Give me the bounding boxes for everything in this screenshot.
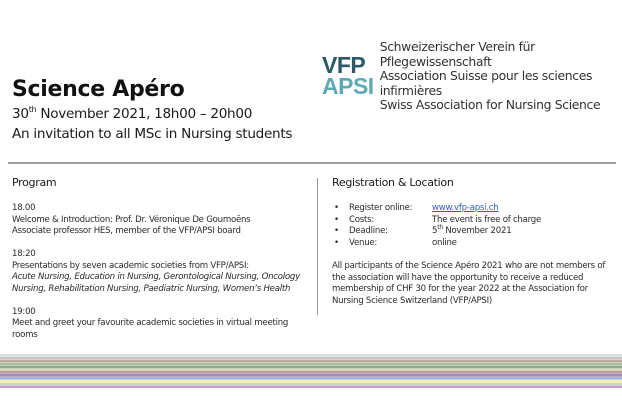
- vfp-apsi-logo: [322, 40, 622, 113]
- logo-line-english: Swiss Association for Nursing Science: [379, 97, 601, 112]
- program-item: [12, 249, 312, 295]
- bullet-icon: •: [334, 203, 339, 213]
- event-title: Science Apéro: [12, 77, 185, 102]
- program-time: 18:20: [12, 249, 36, 259]
- program-line: Associate professor HES, member of the VFP/APSI board: [12, 226, 241, 236]
- bullet-icon: •: [334, 237, 339, 248]
- date-suffix: th: [28, 105, 37, 114]
- event-header: [12, 76, 292, 144]
- decorative-stripe: [0, 386, 622, 388]
- program-heading: Program: [12, 176, 57, 189]
- program-section: [12, 203, 312, 353]
- membership-note-line: membership of CHF 30 for the year 2022 at the Association for: [332, 284, 588, 294]
- program-societies-line: Nursing, Rehabilitation Nursing, Paediatric Nursing, Women’s Health: [12, 283, 291, 294]
- bullet-icon: •: [334, 226, 339, 236]
- registration-list: [334, 203, 614, 249]
- program-item: [12, 307, 312, 342]
- membership-note-line: All participants of the Science Apéro 2021 who are not members of: [332, 261, 606, 271]
- registration-website-link[interactable]: www.vfp-apsi.ch: [432, 203, 499, 213]
- registration-value: [432, 226, 511, 238]
- program-item: [12, 203, 312, 238]
- registration-item-register: [334, 203, 614, 215]
- logo-organization-names: [380, 40, 622, 113]
- deadline-day: 5: [432, 226, 438, 236]
- deadline-suffix: th: [437, 224, 443, 231]
- membership-note-line: the association will have the opportunity to receive a reduced: [332, 272, 584, 283]
- decorative-stripe-band: [0, 354, 622, 388]
- registration-item-venue: [334, 238, 614, 250]
- event-invitation: An invitation to all MSc in Nursing students: [12, 126, 293, 142]
- horizontal-divider: [8, 162, 616, 164]
- registration-label: Venue:: [349, 237, 378, 248]
- logo-vfp: VFP: [322, 52, 366, 79]
- date-rest: November 2021, 18h00 – 20h00: [36, 106, 253, 122]
- logo-mark: [322, 52, 374, 100]
- program-time: 19:00: [12, 306, 36, 317]
- date-day: 30: [12, 106, 29, 122]
- logo-line-german: Schweizerischer Verein für Pflegewissenschaft: [379, 39, 535, 69]
- program-line: Welcome & Introduction: Prof. Dr. Véronique De Goumoëns: [12, 214, 251, 225]
- program-line: Meet and greet your favourite academic societies in virtual meeting rooms: [12, 318, 289, 340]
- registration-heading: Registration & Location: [332, 176, 454, 189]
- program-time: 18.00: [12, 203, 36, 213]
- registration-item-deadline: [334, 226, 614, 238]
- program-societies-line: Acute Nursing, Education in Nursing, Gerontological Nursing, Oncology: [12, 272, 300, 282]
- column-divider: [317, 178, 318, 315]
- registration-label: Register online:: [349, 203, 413, 213]
- registration-label: Costs:: [349, 214, 374, 225]
- logo-apsi: APSI: [322, 73, 374, 100]
- event-date-time: [12, 104, 292, 124]
- logo-line-french: Association Suisse pour les sciences infirmières: [379, 68, 593, 98]
- membership-note: [332, 261, 617, 307]
- membership-note-line: Nursing Science Switzerland (VFP/APSI): [332, 295, 492, 306]
- registration-value: online: [432, 237, 457, 248]
- registration-value: The event is free of charge: [432, 214, 542, 225]
- registration-item-costs: [334, 215, 614, 227]
- registration-label: Deadline:: [349, 226, 388, 236]
- bullet-icon: •: [334, 214, 339, 225]
- program-line: Presentations by seven academic societies from VFP/APSI:: [12, 260, 249, 271]
- deadline-rest: November 2021: [442, 226, 512, 236]
